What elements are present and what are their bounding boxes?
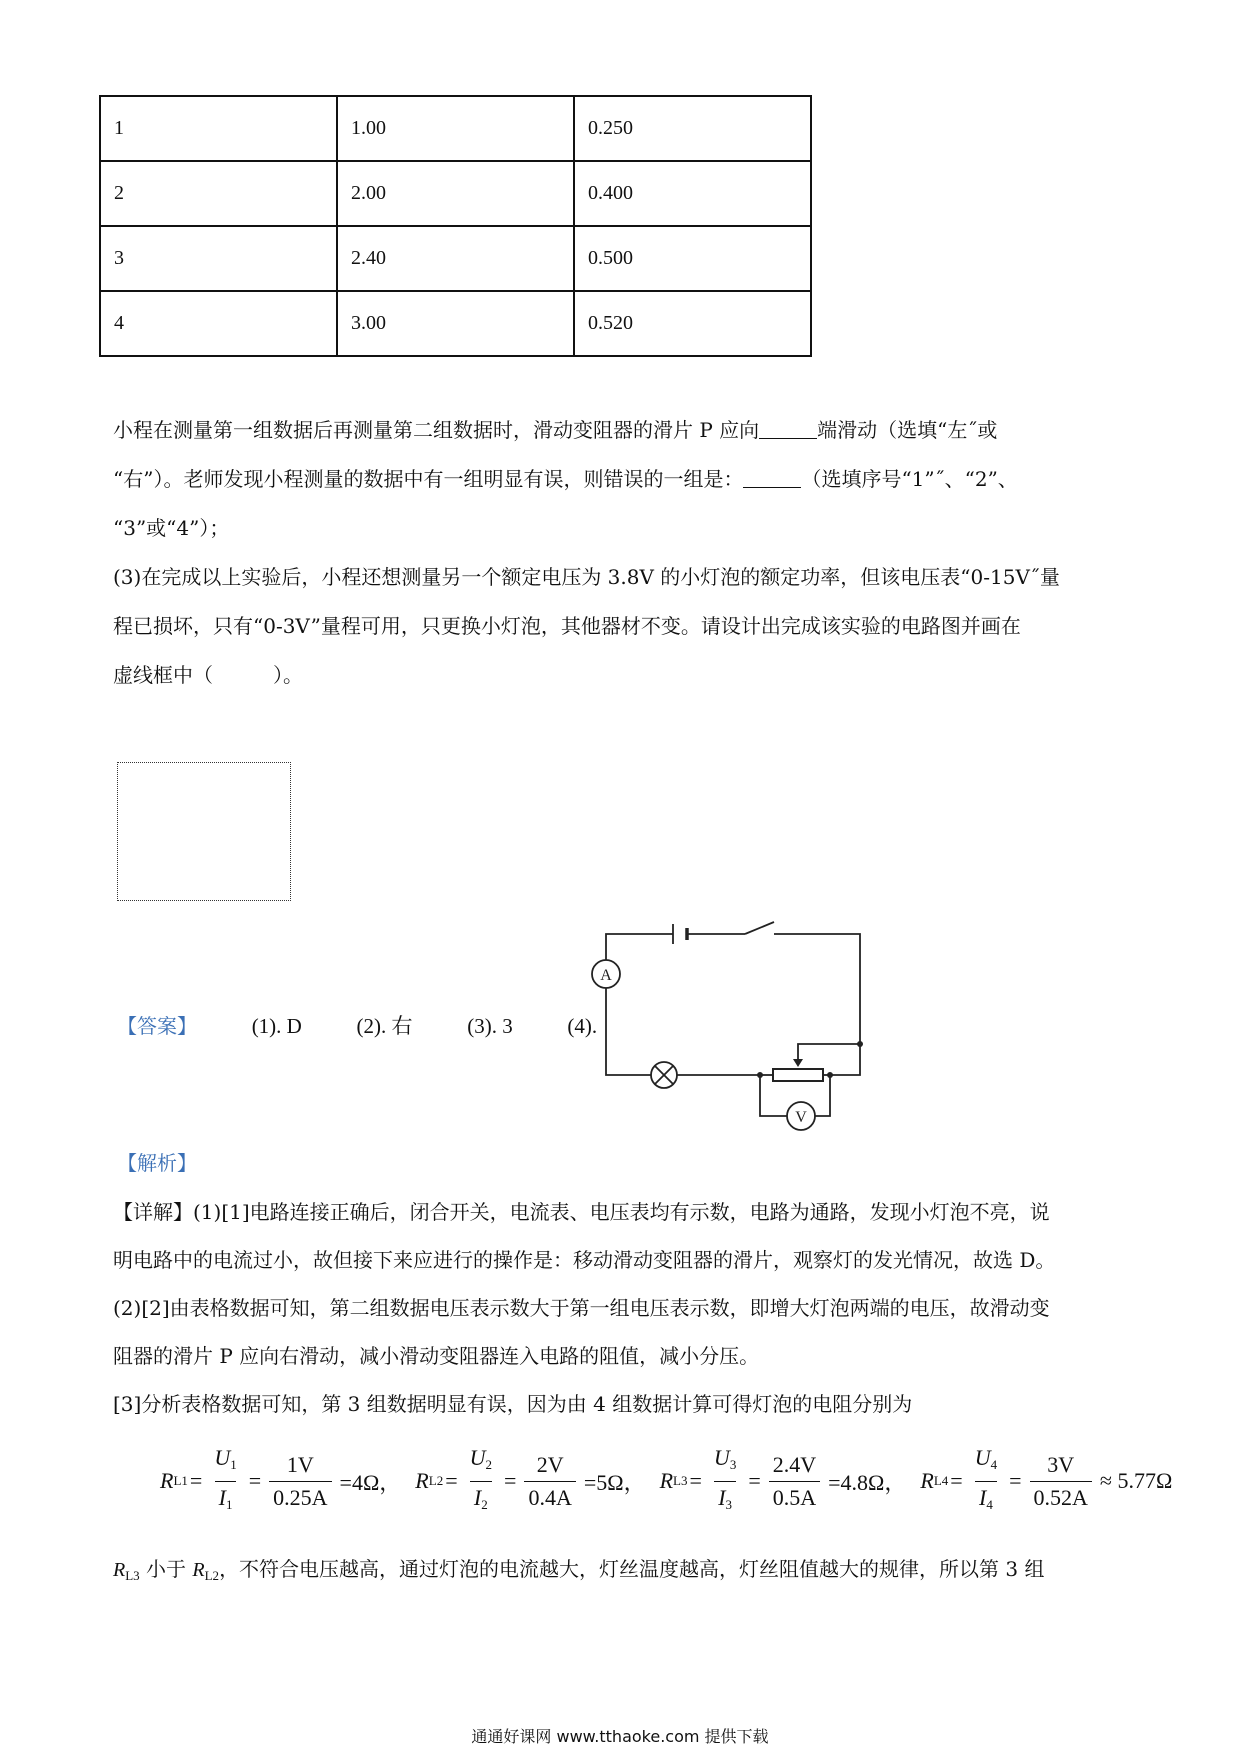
voltmeter-icon [760,1075,830,1130]
analysis-line: (2)[2]由表格数据可知，第二组数据电压表示数大于第一组电压表示数，即增大灯泡两端的电压，故滑动变 [113,1296,1050,1320]
table-row [100,96,811,161]
question-line-6: 虚线框中（ ）。 [113,663,303,687]
table-cell: 1.00 [337,96,574,161]
answer-blank-2 [743,465,801,488]
svg-text:A: A [600,967,612,984]
analysis-line: 明电路中的电流过小，故但接下来应进行的操作是：移动滑动变阻器的滑片，观察灯的发光情况，故选 D。 [113,1248,1056,1272]
table-cell: 0.500 [574,226,811,291]
answer-item-1: (1). D [251,1014,302,1038]
answer-item-3: (3). 3 [467,1014,513,1038]
question-line-1: 小程在测量第一组数据后再测量第二组数据时，滑动变阻器的滑片 P 应向 端滑动（选填“左˝或 [113,418,998,442]
table-cell: 0.520 [574,291,811,356]
analysis-line: 【详解】(1)[1]电路连接正确后，闭合开关，电流表、电压表均有示数，电路为通路，发现小灯泡不亮，说 [113,1200,1050,1224]
table-cell: 2 [100,161,337,226]
table-cell: 4 [100,291,337,356]
table-cell: 2.00 [337,161,574,226]
analysis-body [113,1188,1133,1428]
question-line-4: (3)在完成以上实验后，小程还想测量另一个额定电压为 3.8V 的小灯泡的额定功率，但该电压表“0-15V˝量 [113,565,1060,589]
svg-text:V: V [795,1109,807,1126]
question-line-5: 程已损坏，只有“0-3V”量程可用，只更换小灯泡，其他器材不变。请设计出完成该实验的电路图并画在 [113,614,1021,638]
table-row [100,226,811,291]
analysis-label: 【解析】 [117,1151,197,1175]
analysis-line: 阻器的滑片 P 应向右滑动，减小滑动变阻器连入电路的阻值，减小分压。 [113,1344,760,1368]
answer-blank-1 [759,416,817,439]
circuit-wires [606,922,860,1075]
table-cell: 0.400 [574,161,811,226]
answer-row [117,1010,597,1040]
table-cell: 0.250 [574,96,811,161]
analysis-line: [3]分析表格数据可知，第 3 组数据明显有误，因为由 4 组数据计算可得灯泡的电阻分别为 [113,1392,913,1416]
formula-term: R L3 = $\frac{U_3}{I_3}$ = $\frac{2.4V}{0.5A}$ =4.8Ω， [660,1444,921,1519]
resistance-formula [160,1444,1186,1514]
data-table [99,95,812,357]
answer-label: 【答案】 [117,1014,197,1038]
question-line-3: “3”或“4”）； [113,516,230,540]
table-cell: 2.40 [337,226,574,291]
battery-icon [673,924,687,944]
table-row [100,161,811,226]
circuit-diagram [580,912,870,1152]
conclusion-line: $R_{L3}$ 小于 $R_{L2}$，不符合电压越高，通过灯泡的电流越大，灯丝温度越高，灯丝阻值越大的规律，所以第 3 组 [113,1557,1045,1583]
answer-item-4: (4). [567,1014,598,1038]
table-row [100,291,811,356]
ammeter-icon [592,960,620,988]
analysis-label-row [117,1147,197,1176]
question-line-2: “右”）。老师发现小程测量的数据中有一组明显有误，则错误的一组是： （选填序号“1”˝、“2”、 [113,467,1018,491]
dashed-drawing-frame [117,762,291,901]
answer-item-2: (2). 右 [356,1014,413,1038]
formula-term: R L2 = $\frac{U_2}{I_2}$ = $\frac{2V}{0.4A}$ =5Ω， [415,1444,659,1519]
page-footer: 通通好课网 www.tthaoke.com 提供下载 [471,1727,769,1746]
table-cell: 3.00 [337,291,574,356]
table-cell: 1 [100,96,337,161]
formula-term: R L1 = $\frac{U_1}{I_1}$ = $\frac{1V}{0.25A}$ =4Ω， [160,1444,415,1519]
formula-term: R L4 = $\frac{U_4}{I_4}$ = $\frac{3V}{0.52A}$ ≈ 5.77Ω [920,1444,1186,1519]
lamp-icon [651,1062,677,1088]
table-cell: 3 [100,226,337,291]
